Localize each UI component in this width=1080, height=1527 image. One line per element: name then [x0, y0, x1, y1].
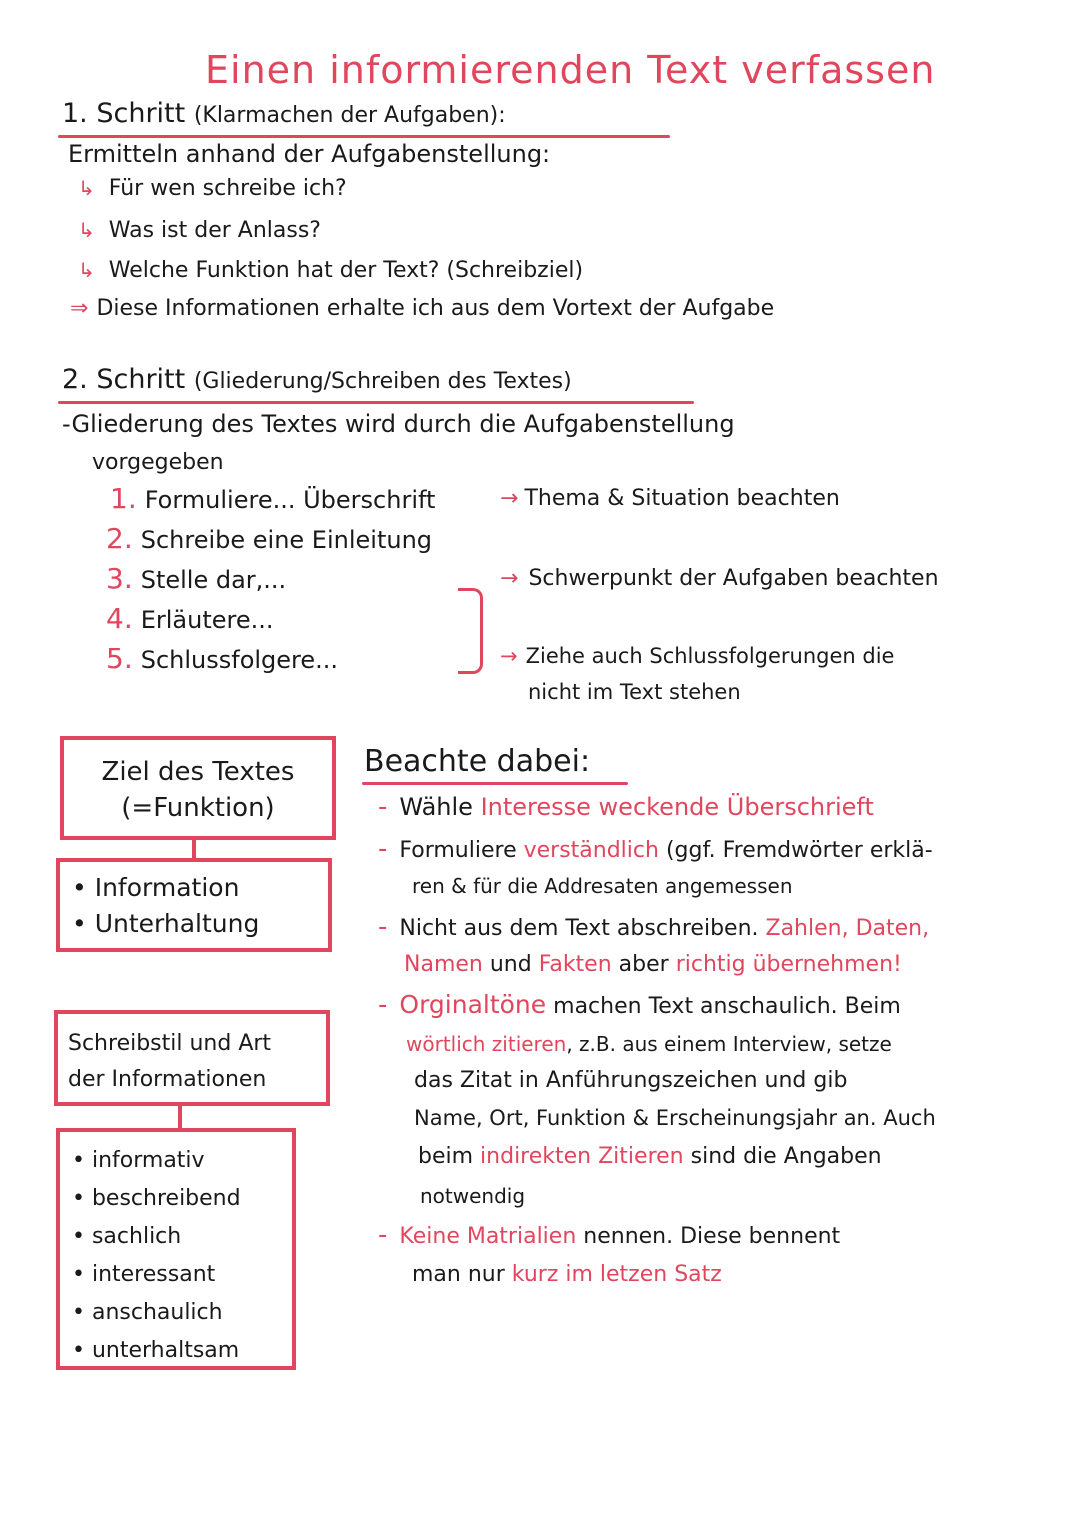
note-highlight: indirekten Zitieren [480, 1144, 684, 1169]
question-text: Für wen schreibe ich? [108, 176, 347, 201]
note-line-10 [418, 1144, 882, 1169]
step1-heading-label: 1. Schritt [62, 98, 186, 129]
step2-heading [62, 364, 572, 395]
step1-question-2 [78, 218, 321, 243]
style-item: • unterhaltsam [72, 1338, 240, 1363]
step1-question-3 [78, 258, 583, 283]
item-text: Stelle dar,... [140, 566, 287, 594]
note-line-2 [378, 834, 933, 864]
note-highlight: richtig übernehmen! [675, 952, 902, 977]
note-text: Formuliere [399, 838, 524, 863]
note-highlight: wörtlich zitieren [406, 1032, 567, 1056]
step2-note-4: nicht im Text stehen [528, 680, 741, 704]
note-highlight: Orginaltöne [399, 990, 547, 1019]
hook-arrow-icon: ↳ [78, 218, 95, 242]
step2-intro-1: -Gliederung des Textes wird durch die Aufgabenstellung [62, 410, 735, 438]
step2-item-5 [106, 642, 338, 675]
step1-heading-sub: (Klarmachen der Aufgaben): [193, 103, 506, 128]
goal-title-1: Ziel des Textes [101, 757, 295, 787]
note-text: Wähle [399, 793, 481, 821]
item-text: Formuliere... Überschrift [144, 486, 436, 514]
notes-underline [362, 782, 628, 785]
style-items-box [56, 1128, 296, 1370]
note-line-12 [378, 1220, 840, 1250]
note-highlight: kurz im letzen Satz [511, 1262, 722, 1287]
curly-bracket [458, 588, 483, 674]
dash-icon: - [378, 990, 388, 1020]
goal-item: • Unterhaltung [72, 909, 260, 938]
note-highlight: Keine Matrialien [399, 1224, 577, 1249]
dash-icon: - [378, 834, 388, 864]
step1-conclusion [70, 296, 774, 321]
goal-title-2: (=Funktion) [121, 793, 275, 823]
note-text: Nicht aus dem Text abschreiben. [399, 916, 766, 941]
note-line-13 [412, 1262, 722, 1287]
note-highlight: Fakten [538, 952, 612, 977]
item-text: Schlussfolgere... [140, 646, 339, 674]
note-text: Ziehe auch Schlussfolgerungen die [525, 644, 895, 668]
step1-underline [58, 135, 670, 138]
item-number: 3. [106, 562, 133, 595]
item-number: 4. [106, 602, 133, 635]
hook-arrow-icon: ↳ [78, 176, 95, 200]
goal-item: • Information [72, 873, 240, 902]
note-line-1 [378, 792, 874, 822]
note-text: aber [611, 952, 676, 977]
dash-icon: - [378, 912, 388, 942]
arrow-right-icon: → [500, 644, 518, 668]
hook-arrow-icon: ↳ [78, 258, 95, 282]
step1-intro: Ermitteln anhand der Aufgabenstellung: [68, 140, 551, 168]
step2-underline [58, 401, 694, 404]
conclusion-text: Diese Informationen erhalte ich aus dem Vortext der Aufgabe [96, 296, 775, 321]
item-text: Erläutere... [140, 606, 274, 634]
step2-item-4 [106, 602, 274, 635]
connector-line [178, 1106, 182, 1130]
question-text: Welche Funktion hat der Text? (Schreibziel) [108, 258, 584, 283]
note-highlight: Interesse weckende Überschrieft [480, 793, 874, 821]
note-line-7 [406, 1032, 892, 1056]
step2-heading-label: 2. Schritt [62, 364, 186, 395]
note-text: sind die Angaben [683, 1144, 882, 1169]
step2-note-2 [500, 566, 939, 591]
style-item: • beschreibend [72, 1186, 241, 1211]
note-line-9: Name, Ort, Funktion & Erscheinungsjahr an. Auch [414, 1106, 936, 1130]
note-line-6 [378, 990, 901, 1020]
item-number: 1. [110, 482, 137, 515]
style-title-box [54, 1010, 330, 1106]
arrow-right-icon: → [500, 486, 519, 511]
note-line-8: das Zitat in Anführungszeichen und gib [414, 1068, 848, 1093]
step2-heading-sub: (Gliederung/Schreiben des Textes) [193, 369, 572, 394]
note-highlight: Namen [404, 952, 483, 977]
goal-title-box [60, 736, 336, 840]
page-title: Einen informierenden Text verfassen [205, 48, 936, 92]
style-item: • informativ [72, 1148, 205, 1173]
arrow-right-icon: → [500, 566, 519, 591]
note-text: man nur [412, 1262, 512, 1287]
note-highlight: Zahlen, Daten, [765, 916, 930, 941]
step2-item-1 [110, 482, 435, 515]
step2-note-1 [500, 486, 840, 511]
step2-intro-2: vorgegeben [92, 450, 224, 475]
note-text: Thema & Situation beachten [524, 486, 840, 511]
style-item: • interessant [72, 1262, 216, 1287]
note-text: und [482, 952, 539, 977]
note-text: Schwerpunkt der Aufgaben beachten [528, 566, 939, 591]
item-text: Schreibe eine Einleitung [140, 526, 433, 554]
style-item: • anschaulich [72, 1300, 223, 1325]
step2-item-2 [106, 522, 432, 555]
item-number: 2. [106, 522, 133, 555]
dash-icon: - [378, 1220, 388, 1250]
connector-line [192, 840, 196, 860]
note-text: nennen. Diese bennent [576, 1224, 841, 1249]
note-text: beim [418, 1144, 481, 1169]
notes-heading: Beachte dabei: [364, 744, 591, 779]
step2-note-3 [500, 644, 894, 668]
note-text: , z.B. aus einem Interview, setze [566, 1032, 892, 1056]
step2-item-3 [106, 562, 286, 595]
note-highlight: verständlich [523, 838, 659, 863]
style-title-2: der Informationen [68, 1067, 267, 1092]
note-line-3: ren & für die Addresaten angemessen [412, 874, 793, 898]
double-arrow-icon: ⇒ [70, 296, 89, 321]
note-line-4 [378, 912, 929, 942]
style-item: • sachlich [72, 1224, 182, 1249]
note-line-5 [404, 952, 902, 977]
dash-icon: - [378, 792, 388, 822]
note-text: (ggf. Fremdwörter erklä- [658, 838, 933, 863]
note-line-11: notwendig [420, 1184, 526, 1208]
question-text: Was ist der Anlass? [108, 218, 321, 243]
style-title-1: Schreibstil und Art [68, 1031, 272, 1056]
note-text: machen Text anschaulich. Beim [546, 994, 901, 1019]
step1-question-1 [78, 176, 347, 201]
item-number: 5. [106, 642, 133, 675]
goal-items-box [56, 858, 332, 952]
step1-heading [62, 98, 506, 129]
